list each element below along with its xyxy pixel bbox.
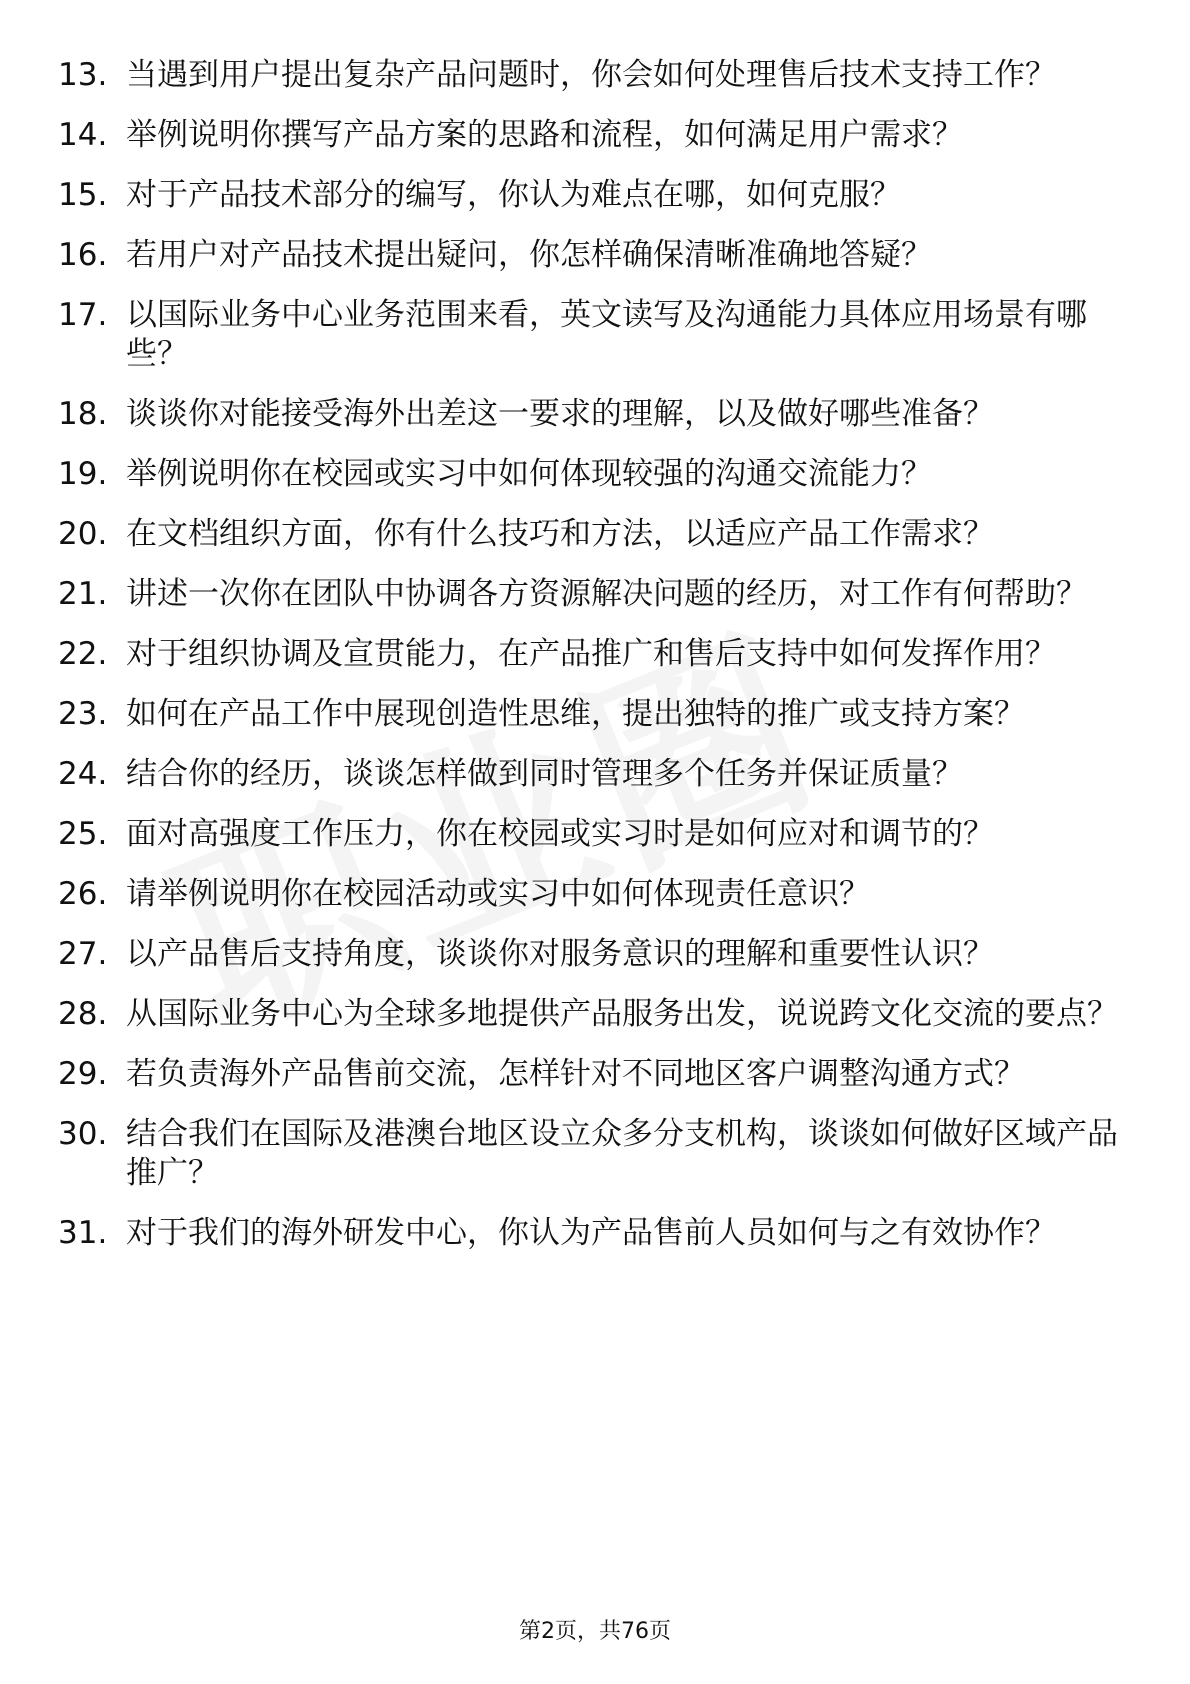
item-number: 16. xyxy=(58,237,108,273)
item-text: 以国际业务中心业务范围来看，英文读写及沟通能力具体应用场景有哪些？ xyxy=(126,297,1087,372)
item-text: 举例说明你在校园或实习中如何体现较强的沟通交流能力？ xyxy=(126,456,932,492)
item-text: 在文档组织方面，你有什么技巧和方法，以适应产品工作需求？ xyxy=(126,516,994,552)
item-text: 结合我们在国际及港澳台地区设立众多分支机构，谈谈如何做好区域产品推广？ xyxy=(126,1116,1118,1191)
item-text: 以产品售后支持角度，谈谈你对服务意识的理解和重要性认识？ xyxy=(126,936,994,972)
item-number: 22. xyxy=(58,636,108,672)
list-item xyxy=(58,815,1118,854)
list-item xyxy=(58,1214,1118,1253)
list-item xyxy=(58,1055,1118,1094)
item-number: 23. xyxy=(58,696,108,732)
list-item xyxy=(58,575,1118,614)
list-item xyxy=(58,515,1118,554)
item-number: 24. xyxy=(58,756,108,792)
page-footer: 第2页，共76页 xyxy=(519,1619,671,1644)
list-item xyxy=(58,296,1118,374)
item-text: 请举例说明你在校园活动或实习中如何体现责任意识？ xyxy=(126,876,870,912)
item-text: 对于我们的海外研发中心，你认为产品售前人员如何与之有效协作？ xyxy=(126,1215,1056,1251)
item-text: 若用户对产品技术提出疑问，你怎样确保清晰准确地答疑？ xyxy=(126,237,932,273)
item-number: 29. xyxy=(58,1056,108,1092)
list-item xyxy=(58,875,1118,914)
item-number: 14. xyxy=(58,117,108,153)
list-item xyxy=(58,455,1118,494)
list-item xyxy=(58,236,1118,275)
item-number: 19. xyxy=(58,456,108,492)
item-text: 讲述一次你在团队中协调各方资源解决问题的经历，对工作有何帮助？ xyxy=(126,576,1087,612)
list-item xyxy=(58,755,1118,794)
item-text: 从国际业务中心为全球多地提供产品服务出发，说说跨文化交流的要点？ xyxy=(126,996,1118,1032)
item-number: 15. xyxy=(58,177,108,213)
item-text: 若负责海外产品售前交流，怎样针对不同地区客户调整沟通方式？ xyxy=(126,1056,1025,1092)
item-number: 27. xyxy=(58,936,108,972)
list-item xyxy=(58,56,1118,95)
question-list xyxy=(58,56,1118,1274)
list-item xyxy=(58,1115,1118,1193)
item-number: 18. xyxy=(58,396,108,432)
item-text: 结合你的经历，谈谈怎样做到同时管理多个任务并保证质量？ xyxy=(126,756,963,792)
item-number: 20. xyxy=(58,516,108,552)
item-number: 30. xyxy=(58,1116,108,1152)
item-number: 17. xyxy=(58,297,108,333)
item-text: 如何在产品工作中展现创造性思维，提出独特的推广或支持方案？ xyxy=(126,696,1025,732)
item-number: 21. xyxy=(58,576,108,612)
item-number: 13. xyxy=(58,57,108,93)
item-text: 对于组织协调及宣贯能力，在产品推广和售后支持中如何发挥作用？ xyxy=(126,636,1056,672)
item-text: 当遇到用户提出复杂产品问题时，你会如何处理售后技术支持工作？ xyxy=(126,57,1056,93)
item-text: 对于产品技术部分的编写，你认为难点在哪，如何克服？ xyxy=(126,177,901,213)
item-number: 25. xyxy=(58,816,108,852)
list-item xyxy=(58,116,1118,155)
item-text: 面对高强度工作压力，你在校园或实习时是如何应对和调节的？ xyxy=(126,816,994,852)
item-text: 举例说明你撰写产品方案的思路和流程，如何满足用户需求？ xyxy=(126,117,963,153)
list-item xyxy=(58,695,1118,734)
item-number: 31. xyxy=(58,1215,108,1251)
list-item xyxy=(58,176,1118,215)
list-item xyxy=(58,635,1118,674)
list-item xyxy=(58,995,1118,1034)
list-item xyxy=(58,395,1118,434)
list-item xyxy=(58,935,1118,974)
item-number: 28. xyxy=(58,996,108,1032)
item-text: 谈谈你对能接受海外出差这一要求的理解，以及做好哪些准备？ xyxy=(126,396,994,432)
item-number: 26. xyxy=(58,876,108,912)
